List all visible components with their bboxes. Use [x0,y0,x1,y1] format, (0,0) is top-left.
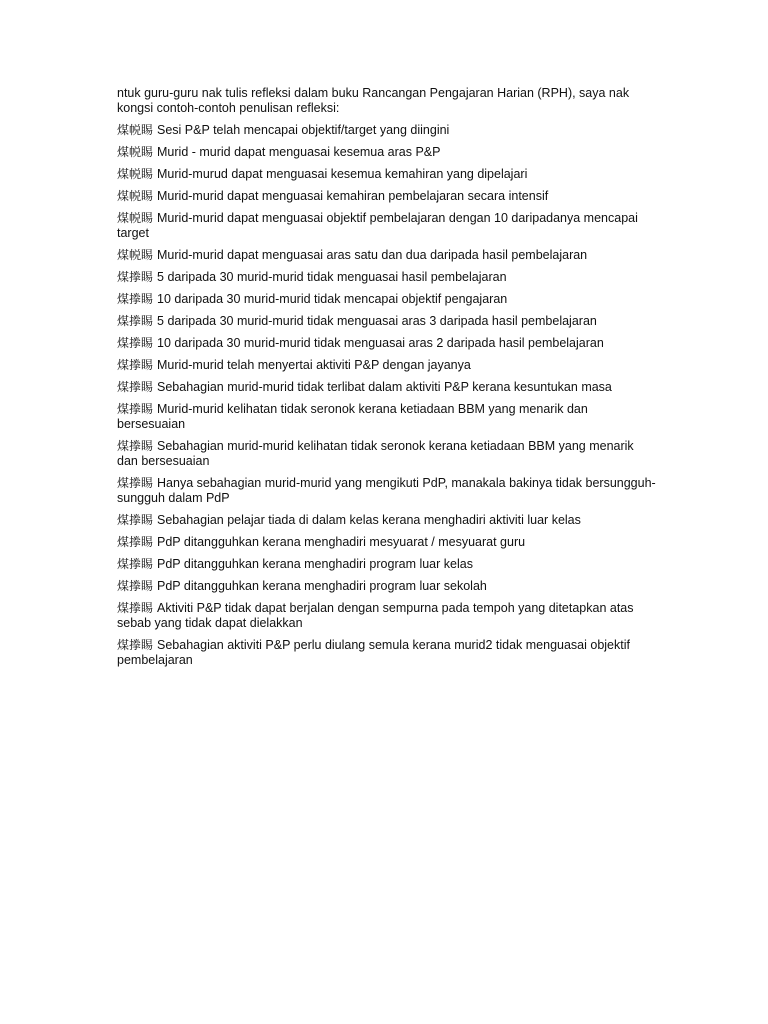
list-item [117,638,657,668]
list-item [117,380,657,395]
list-item [117,402,657,432]
list-item-prefix: 煤搼睗 [117,535,154,549]
list-item-text: Murid-murid dapat menguasai aras satu dan dua daripada hasil pembelajaran [157,248,588,262]
list-item [117,145,657,160]
list-item-prefix: 煤搼睗 [117,336,154,350]
list-item-prefix: 煤搼睗 [117,402,154,416]
list-item [117,248,657,263]
list-item-prefix: 煤搼睗 [117,476,154,490]
list-item-prefix: 煤搼睗 [117,314,154,328]
list-item-prefix: 煤搼睗 [117,292,154,306]
list-item [117,292,657,307]
list-item-text: Aktiviti P&P tidak dapat berjalan dengan sempurna pada tempoh yang ditetapkan atas sebab yang tidak dapat dielakkan [117,601,634,630]
list-item [117,270,657,285]
list-item [117,211,657,241]
intro-paragraph: ntuk guru-guru nak tulis refleksi dalam buku Rancangan Pengajaran Harian (RPH), saya nak kongsi contoh-contoh penulisan refleksi: [117,86,630,115]
list-item [117,167,657,182]
list-item-text: Murid-murid kelihatan tidak seronok kerana ketiadaan BBM yang menarik dan bersesuaian [117,402,588,431]
list-item-prefix: 煤帨睗 [117,167,154,181]
list-item-prefix: 煤搼睗 [117,270,154,284]
list-item-text: Sebahagian murid-murid kelihatan tidak seronok kerana ketiadaan BBM yang menarik dan bersesuaian [117,439,634,468]
list-item-prefix: 煤搼睗 [117,513,154,527]
list-item-prefix: 煤搼睗 [117,380,154,394]
list-item-prefix: 煤搼睗 [117,557,154,571]
document-page [117,86,657,675]
list-item-prefix: 煤搼睗 [117,638,154,652]
list-item-text: Murid-murid dapat menguasai kemahiran pembelajaran secara intensif [157,189,549,203]
list-item [117,336,657,351]
list-item [117,189,657,204]
list-item [117,579,657,594]
list-item [117,601,657,631]
list-item [117,476,657,506]
list-item-prefix: 煤搼睗 [117,579,154,593]
list-item-prefix: 煤帨睗 [117,248,154,262]
list-item-prefix: 煤搼睗 [117,601,154,615]
list-item-text: Sebahagian pelajar tiada di dalam kelas kerana menghadiri aktiviti luar kelas [157,513,581,527]
reflection-list [117,123,657,668]
list-item-prefix: 煤帨睗 [117,211,154,225]
list-item-text: Sebahagian aktiviti P&P perlu diulang semula kerana murid2 tidak menguasai objektif pembelajaran [117,638,630,667]
list-item-text: PdP ditangguhkan kerana menghadiri mesyuarat / mesyuarat guru [157,535,526,549]
list-item-prefix: 煤搼睗 [117,439,154,453]
list-item [117,439,657,469]
list-item [117,358,657,373]
list-item-text: PdP ditangguhkan kerana menghadiri program luar sekolah [157,579,487,593]
list-item-text: Hanya sebahagian murid-murid yang mengikuti PdP, manakala bakinya tidak bersungguh-sungguh dalam PdP [117,476,656,505]
list-item-text: Sesi P&P telah mencapai objektif/target yang diingini [157,123,450,137]
list-item-text: Murid-murud dapat menguasai kesemua kemahiran yang dipelajari [157,167,528,181]
list-item-text: PdP ditangguhkan kerana menghadiri program luar kelas [157,557,473,571]
list-item-text: 10 daripada 30 murid-murid tidak menguasai aras 2 daripada hasil pembelajaran [157,336,604,350]
list-item-text: 5 daripada 30 murid-murid tidak menguasai aras 3 daripada hasil pembelajaran [157,314,597,328]
list-item [117,535,657,550]
list-item-prefix: 煤帨睗 [117,145,154,159]
list-item [117,314,657,329]
list-item [117,557,657,572]
list-item-text: Sebahagian murid-murid tidak terlibat dalam aktiviti P&P kerana kesuntukan masa [157,380,612,394]
list-item-prefix: 煤搼睗 [117,358,154,372]
list-item-prefix: 煤帨睗 [117,123,154,137]
list-item [117,123,657,138]
list-item-text: 5 daripada 30 murid-murid tidak menguasai hasil pembelajaran [157,270,507,284]
list-item-prefix: 煤帨睗 [117,189,154,203]
list-item-text: 10 daripada 30 murid-murid tidak mencapai objektif pengajaran [157,292,508,306]
list-item-text: Murid-murid dapat menguasai objektif pembelajaran dengan 10 daripadanya mencapai target [117,211,638,240]
list-item [117,513,657,528]
list-item-text: Murid-murid telah menyertai aktiviti P&P dengan jayanya [157,358,471,372]
list-item-text: Murid - murid dapat menguasai kesemua aras P&P [157,145,441,159]
